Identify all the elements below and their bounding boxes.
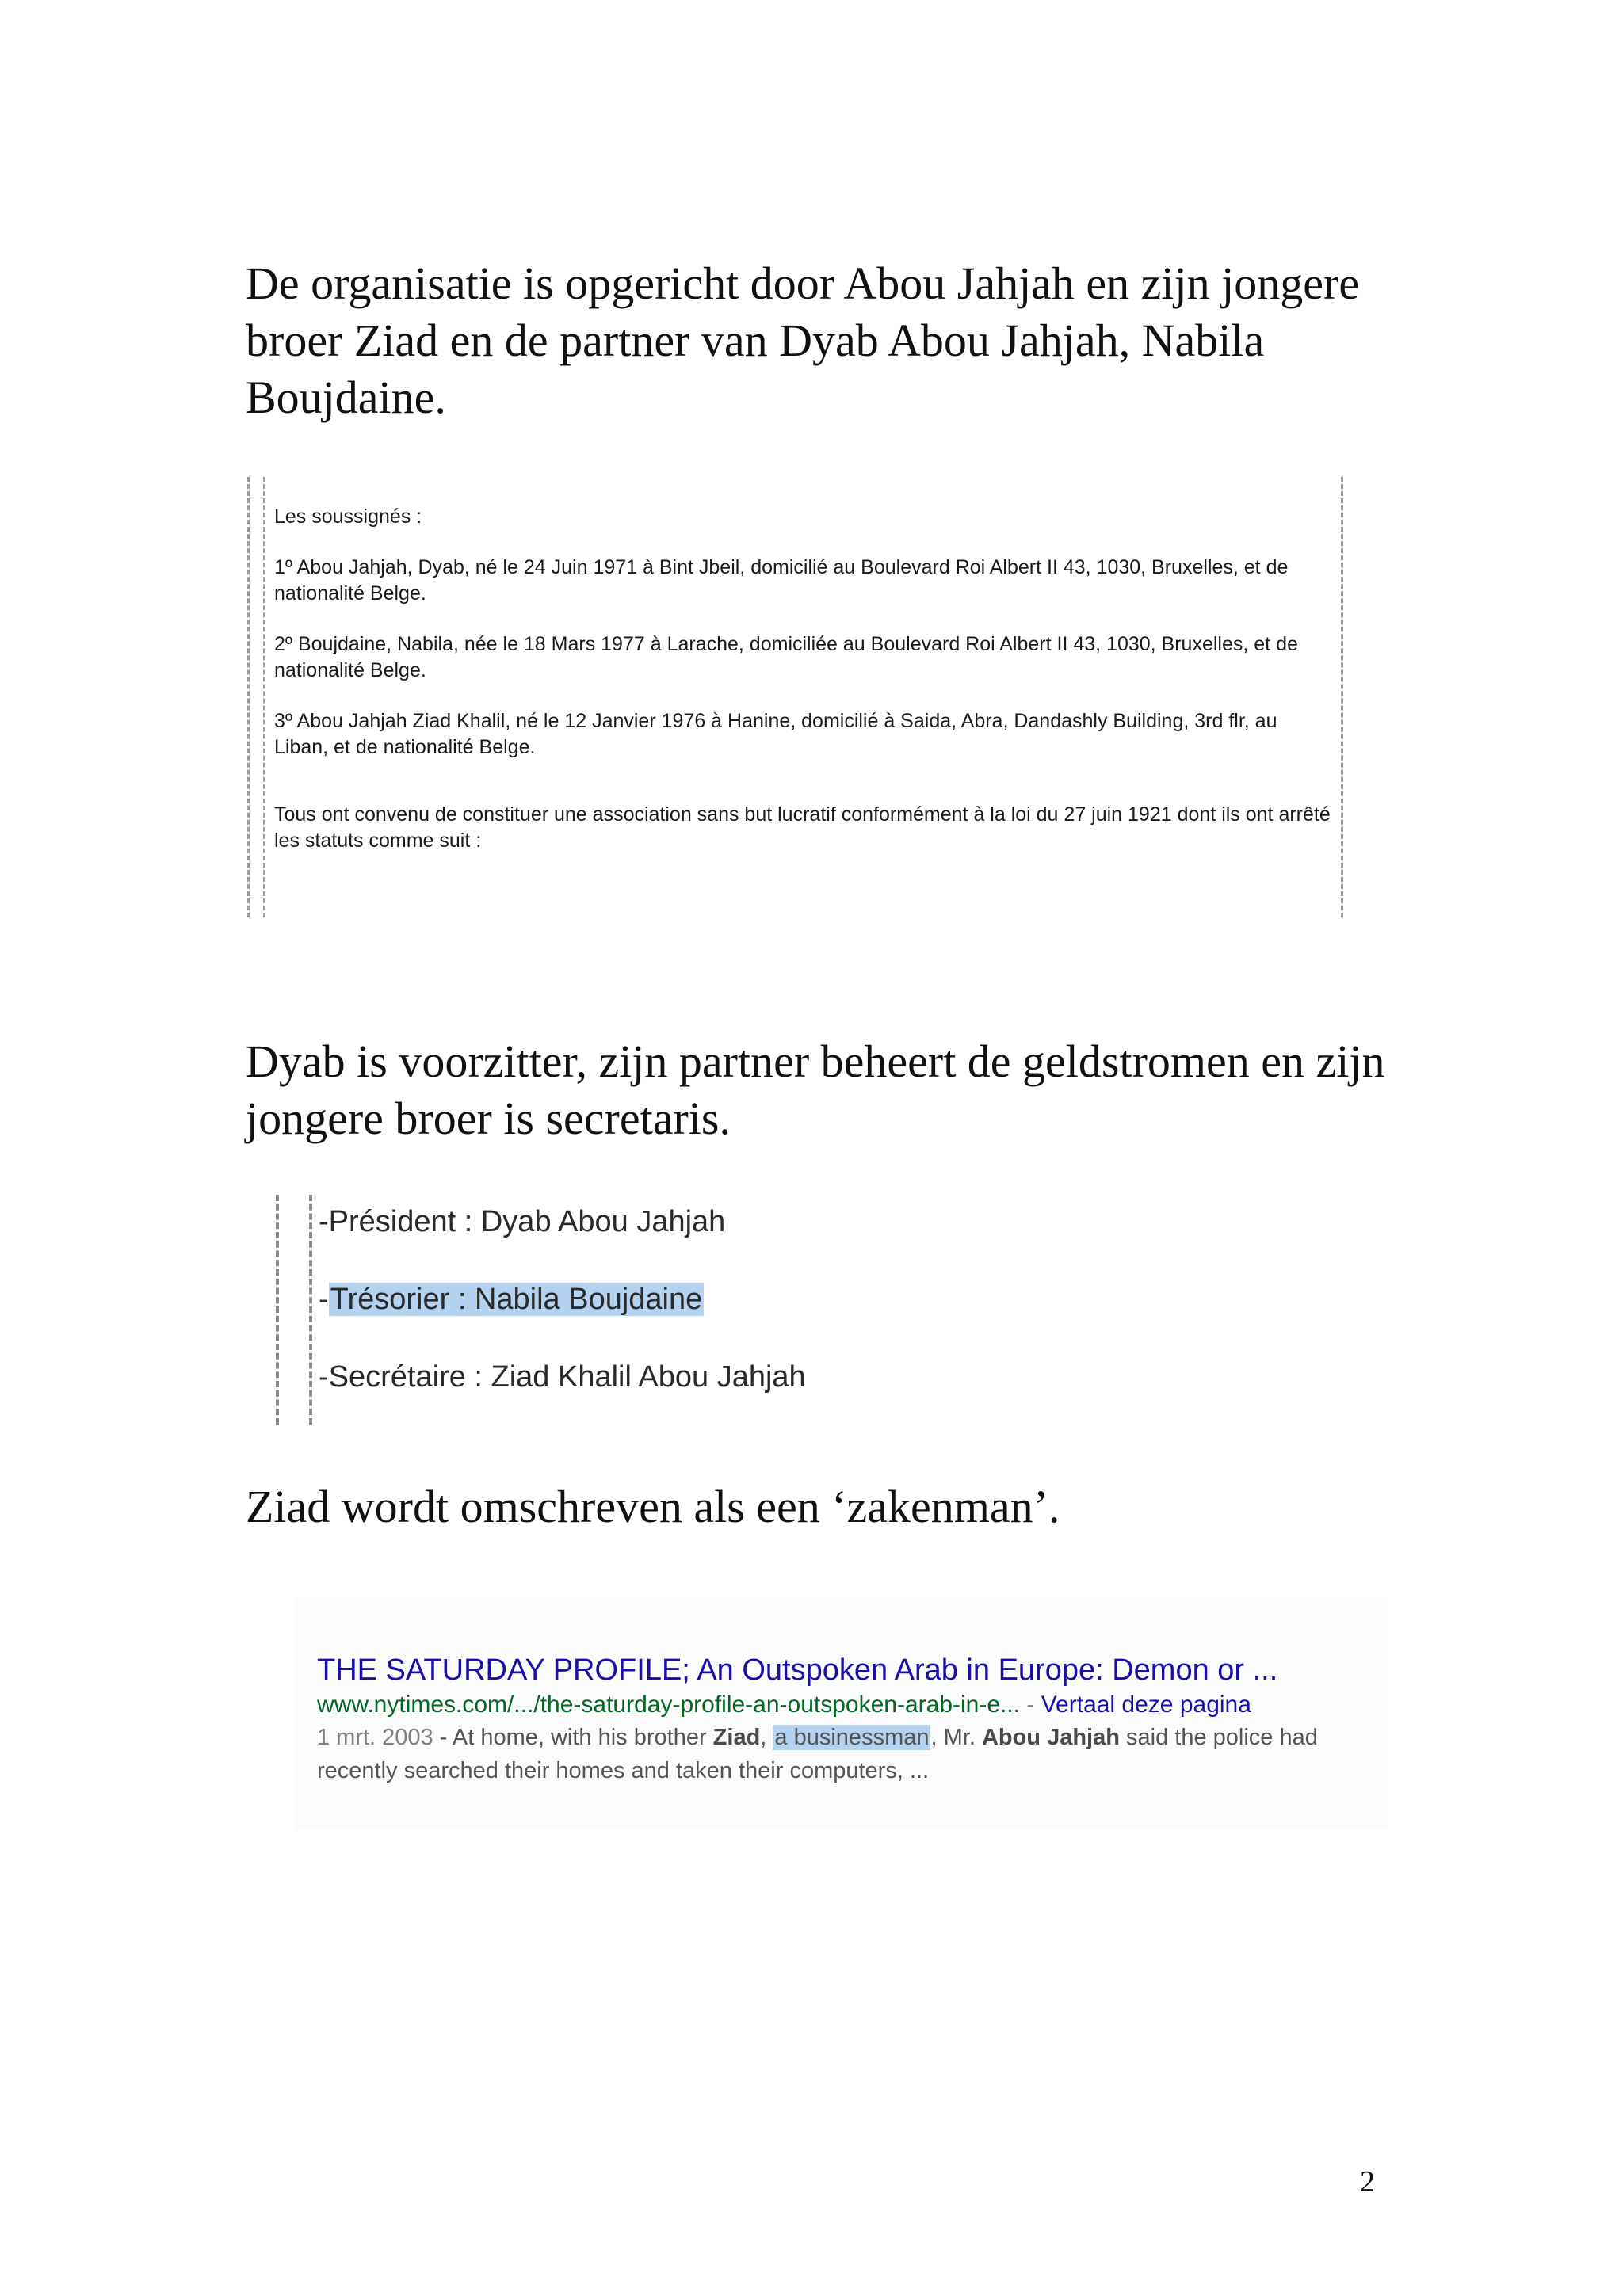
- page-number: 2: [1360, 2165, 1375, 2199]
- officer-treasurer: [319, 1279, 704, 1320]
- snippet-bold: Abou Jahjah: [981, 1725, 1120, 1750]
- snippet-part: ,: [760, 1725, 773, 1750]
- officer-treasurer-text-highlighted: Trésorier : Nabila Boujdaine: [330, 1283, 703, 1316]
- statutes-closing: Tous ont convenu de constituer une association sans but lucratif conformément à la loi du 27 juin 1921 dont ils ont arrêté les statuts comme suit :: [274, 803, 1331, 852]
- officer-secretary: [319, 1356, 806, 1398]
- snippet-part: , Mr.: [930, 1725, 982, 1750]
- snippet-bold: Ziad: [712, 1725, 761, 1750]
- search-result-url[interactable]: www.nytimes.com/.../the-saturday-profile-an-outspoken-arab-in-e...: [317, 1691, 1021, 1718]
- dashed-border: [247, 477, 250, 917]
- officer-prefix: -: [319, 1283, 329, 1316]
- search-result-date: 1 mrt. 2003: [317, 1725, 433, 1750]
- dashed-border: [1341, 477, 1343, 917]
- officer-president: [319, 1201, 725, 1242]
- statutes-intro: Les soussignés :: [274, 505, 422, 528]
- translate-link[interactable]: Vertaal deze pagina: [1041, 1691, 1251, 1718]
- officer-president-text: Président : Dyab Abou Jahjah: [328, 1205, 726, 1238]
- snippet-part: said the police had recently searched their homes and taken their computers, ...: [317, 1725, 1318, 1783]
- snippet-part: - At home, with his brother: [433, 1725, 713, 1750]
- search-result-screenshot: [295, 1597, 1388, 1829]
- snippet-highlight: a businessman: [774, 1725, 930, 1750]
- search-result-snippet: [317, 1721, 1379, 1787]
- paragraph-founders: De organisatie is opgericht door Abou Jahjah en zijn jongere broer Ziad en de partner van Dyab Abou Jahjah, Nabila Boujdaine.: [246, 257, 1360, 423]
- dashed-border: [276, 1195, 279, 1425]
- officer-prefix: -: [319, 1205, 329, 1238]
- search-result: [317, 1651, 1379, 1787]
- statutes-member-2: 2º Boujdaine, Nabila, née le 18 Mars 1977 à Larache, domiciliée au Boulevard Roi Albert II 43, 1030, Bruxelles, et de nationalité Belge.: [274, 633, 1298, 681]
- paragraph-businessman: Ziad wordt omschreven als een ‘zakenman’.: [246, 1481, 1060, 1532]
- statutes-member-3: 3º Abou Jahjah Ziad Khalil, né le 12 Janvier 1976 à Hanine, domicilié à Saida, Abra, Dandashly Building, 3rd flr, au Liban, et de nationalité Belge.: [274, 710, 1277, 758]
- search-result-title[interactable]: THE SATURDAY PROFILE; An Outspoken Arab in Europe: Demon or ...: [317, 1653, 1278, 1687]
- dashed-border: [309, 1195, 312, 1425]
- officers-screenshot: [274, 1195, 876, 1425]
- officer-secretary-text: Secrétaire : Ziad Khalil Abou Jahjah: [328, 1360, 806, 1394]
- officer-prefix: -: [319, 1360, 329, 1394]
- statutes-screenshot: [247, 477, 1346, 917]
- paragraph-roles: Dyab is voorzitter, zijn partner beheert de geldstromen en zijn jongere broer is secretaris.: [246, 1035, 1385, 1144]
- search-result-url-line: [317, 1689, 1379, 1721]
- statutes-member-1: 1º Abou Jahjah, Dyab, né le 24 Juin 1971 à Bint Jbeil, domicilié au Boulevard Roi Albert II 43, 1030, Bruxelles, et de nationalité Belge.: [274, 556, 1289, 605]
- url-separator: -: [1020, 1691, 1041, 1718]
- statutes-text: [274, 504, 1336, 879]
- dashed-border: [263, 477, 265, 917]
